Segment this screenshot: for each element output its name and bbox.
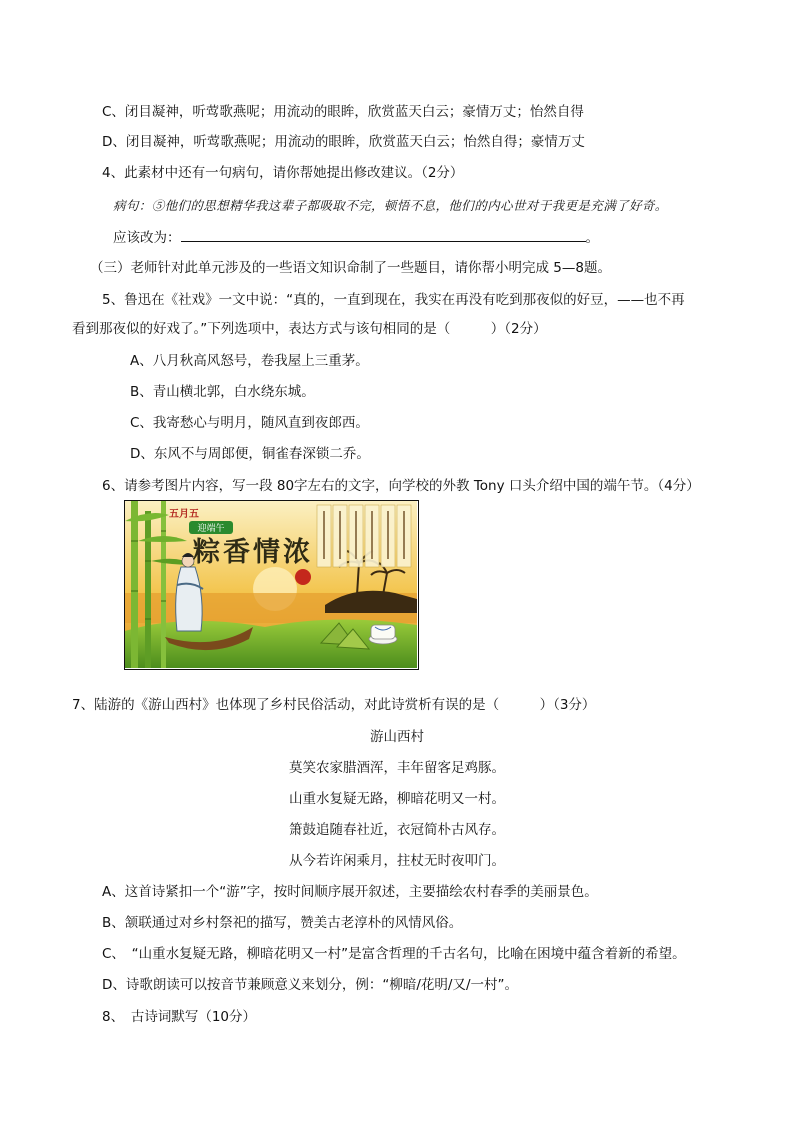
question-7: 7、陆游的《游山西村》也体现了乡村民俗活动，对此诗赏析有误的是（ ）（3分） [72,697,596,713]
question-5-option-a: A、八月秋高风怒号，卷我屋上三重茅。 [130,353,369,369]
dragon-boat-festival-picture [124,500,419,670]
correction-line [113,227,599,248]
question-5-line-1: 5、鲁迅在《社戏》一文中说：“真的，一直到现在，我实在再没有吃到那夜似的好豆，——也不再 [102,292,685,308]
question-7-option-d: D、诗歌朗读可以按音节兼顾意义来划分，例：“柳暗/花明/又/一村”。 [102,977,519,993]
question-7-option-b: B、颔联通过对乡村祭祀的描写，赞美古老淳朴的风情风俗。 [102,915,463,931]
option-d-top: D、闭目凝神，听莺歌燕呢；用流动的眼眸，欣赏蓝天白云；怡然自得；豪情万丈 [102,134,585,150]
poem-line-1: 莫笑农家腊酒浑，丰年留客足鸡豚。 [289,760,505,776]
question-5-option-d: D、东风不与周郎便，铜雀春深锁二乔。 [130,446,370,462]
question-6: 6、请参考图片内容，写一段 80字左右的文字，向学校的外教 Tony 口头介绍中国的端午节。（4分） [102,478,700,494]
question-5-option-c: C、我寄愁心与明月，随风直到夜郎西。 [130,415,369,431]
poem-line-2: 山重水复疑无路，柳暗花明又一村。 [289,791,505,807]
question-8: 8、 古诗词默写（10分） [102,1009,257,1025]
picture-brand: 五月五 [169,509,199,520]
section-3-heading: （三）老师针对此单元涉及的一些语文知识命制了一些题目，请你帮小明完成 5—8题。 [90,260,611,276]
question-4: 4、此素材中还有一句病句，请你帮她提出修改建议。（2分） [102,165,464,181]
correction-prefix: 应该改为： [113,230,181,246]
option-c-top: C、闭目凝神，听莺歌燕呢；用流动的眼眸，欣赏蓝天白云；豪情万丈；怡然自得 [102,104,584,120]
question-7-option-a: A、这首诗紧扣一个“游”字，按时间顺序展开叙述，主要描绘农村春季的美丽景色。 [102,884,598,900]
poem-title: 游山西村 [370,729,424,745]
question-7-option-c: C、 “山重水复疑无路，柳暗花明又一村”是富含哲理的千古名句，比喻在困境中蕴含着新的希望。 [102,946,686,962]
poem-line-3: 箫鼓追随春社近，衣冠简朴古风存。 [289,822,505,838]
answer-blank[interactable] [181,227,586,242]
question-5-line-2: 看到那夜似的好戏了。”下列选项中，表达方式与该句相同的是（ ）（2分） [72,321,547,337]
sick-sentence: 病句：⑤他们的思想精华我这辈子都吸取不完，顿悟不息，他们的内心世对于我更是充满了好奇。 [113,198,668,213]
poem-line-4: 从今若许闲乘月，拄杖无时夜叩门。 [289,853,505,869]
picture-tag: 迎端午 [197,524,225,534]
correction-suffix: 。 [585,230,599,246]
picture-title: 粽香情浓 [193,537,313,568]
question-5-option-b: B、青山横北郭，白水绕东城。 [130,384,315,400]
